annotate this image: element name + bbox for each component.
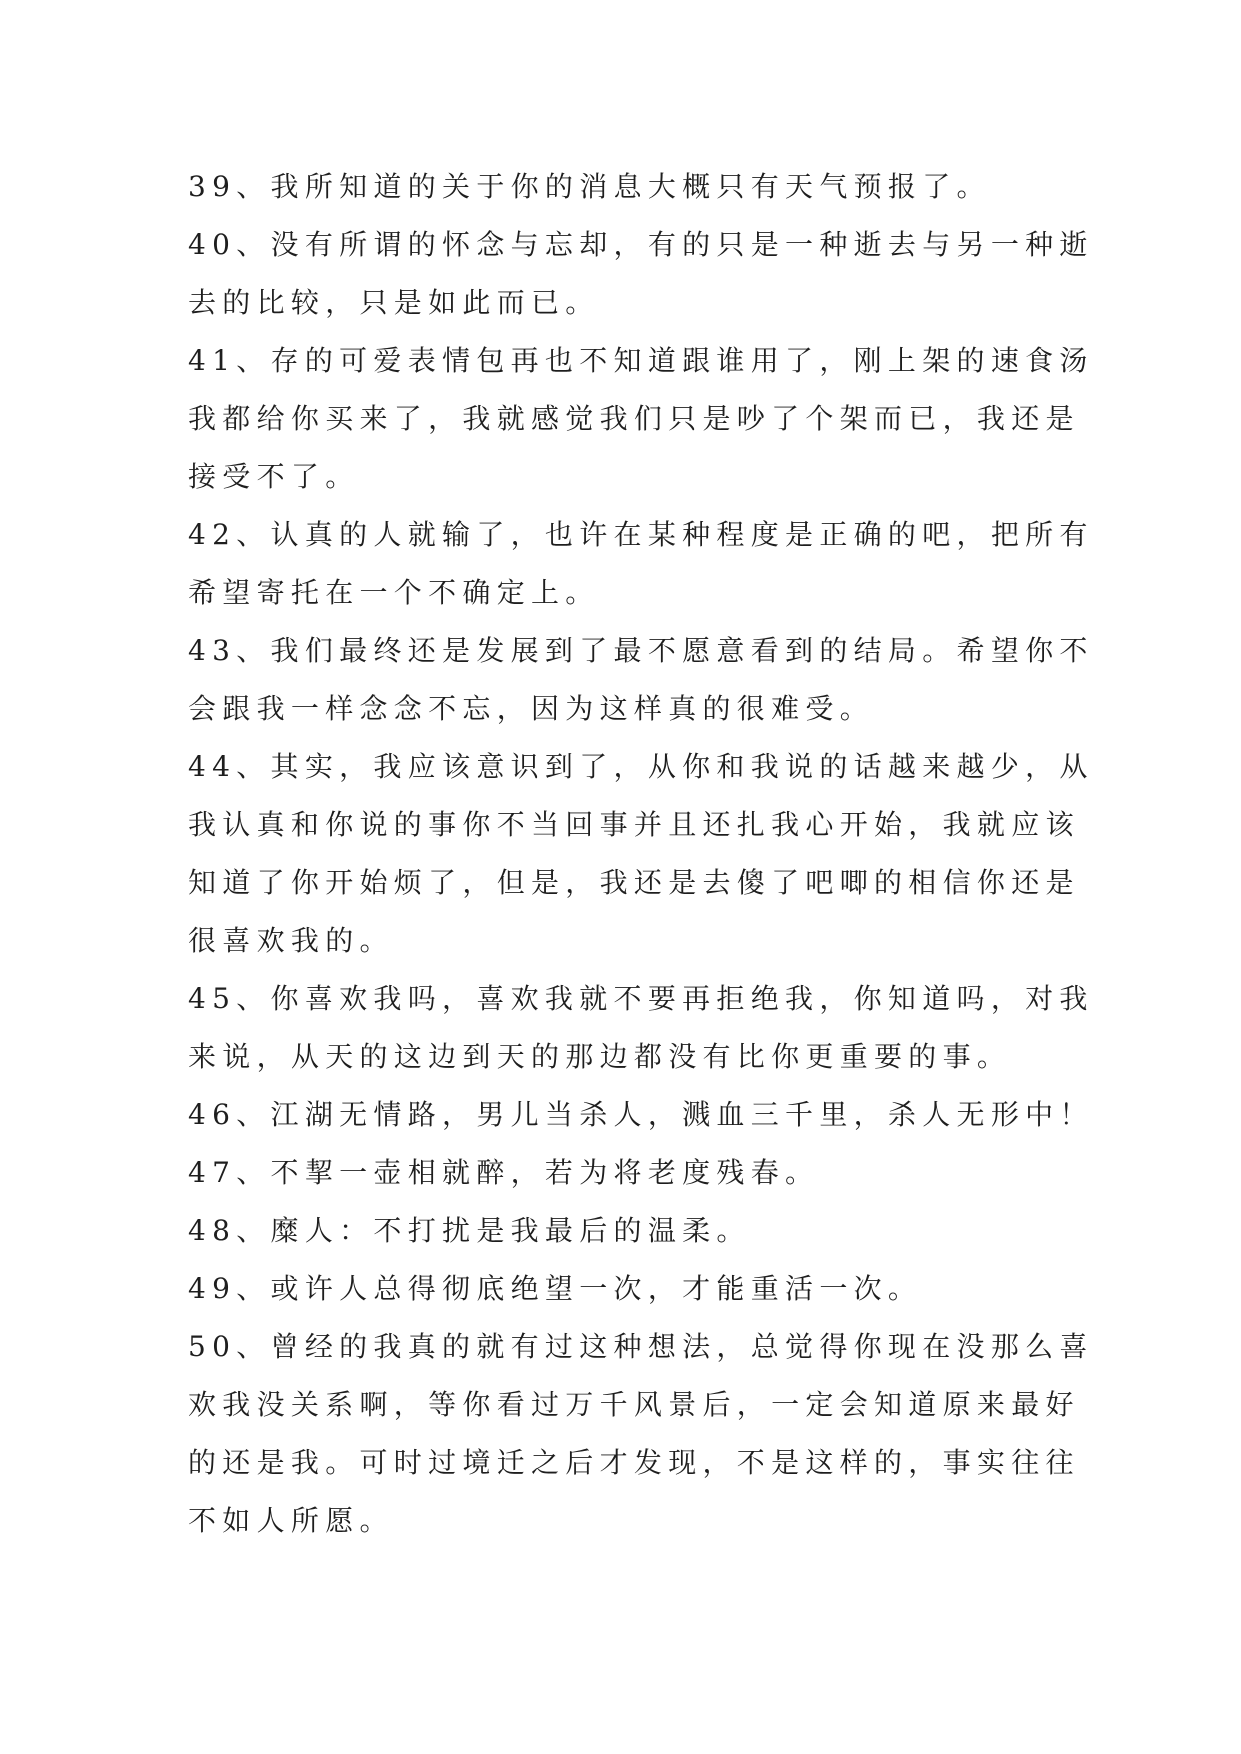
text-line: 39、我所知道的关于你的消息大概只有天气预报了。 xyxy=(188,170,991,203)
text-line: 44、其实，我应该意识到了，从你和我说的话越来越少，从 xyxy=(188,750,1094,783)
text-line: 希望寄托在一个不确定上。 xyxy=(188,576,600,609)
text-line: 接受不了。 xyxy=(188,460,360,493)
text-line: 不如人所愿。 xyxy=(188,1504,394,1537)
text-line: 47、不挈一壶相就醉，若为将老度残春。 xyxy=(188,1156,820,1189)
text-line: 45、你喜欢我吗，喜欢我就不要再拒绝我，你知道吗，对我 xyxy=(188,982,1094,1015)
text-line: 43、我们最终还是发展到了最不愿意看到的结局。希望你不 xyxy=(188,634,1094,667)
text-line: 我认真和你说的事你不当回事并且还扎我心开始，我就应该 xyxy=(188,808,1080,841)
text-line: 50、曾经的我真的就有过这种想法，总觉得你现在没那么喜 xyxy=(188,1330,1094,1363)
text-line: 48、糜人：不打扰是我最后的温柔。 xyxy=(188,1214,751,1247)
text-line: 的还是我。可时过境迁之后才发现，不是这样的，事实往往 xyxy=(188,1446,1080,1479)
text-line: 欢我没关系啊，等你看过万千风景后，一定会知道原来最好 xyxy=(188,1388,1080,1421)
text-line: 我都给你买来了，我就感觉我们只是吵了个架而已，我还是 xyxy=(188,402,1080,435)
text-line: 40、没有所谓的怀念与忘却，有的只是一种逝去与另一种逝 xyxy=(188,228,1094,261)
text-line: 41、存的可爱表情包再也不知道跟谁用了，刚上架的速食汤 xyxy=(188,344,1094,377)
text-line: 知道了你开始烦了，但是，我还是去傻了吧唧的相信你还是 xyxy=(188,866,1080,899)
text-line: 去的比较，只是如此而已。 xyxy=(188,286,600,319)
text-line: 会跟我一样念念不忘，因为这样真的很难受。 xyxy=(188,692,875,725)
document-body xyxy=(188,158,1094,1550)
text-line: 42、认真的人就输了，也许在某种程度是正确的吧，把所有 xyxy=(188,518,1094,551)
text-line: 46、江湖无情路，男儿当杀人，溅血三千里，杀人无形中！ xyxy=(188,1098,1094,1131)
text-line: 很喜欢我的。 xyxy=(188,924,394,957)
text-line: 来说，从天的这边到天的那边都没有比你更重要的事。 xyxy=(188,1040,1012,1073)
text-line: 49、或许人总得彻底绝望一次，才能重活一次。 xyxy=(188,1272,923,1305)
